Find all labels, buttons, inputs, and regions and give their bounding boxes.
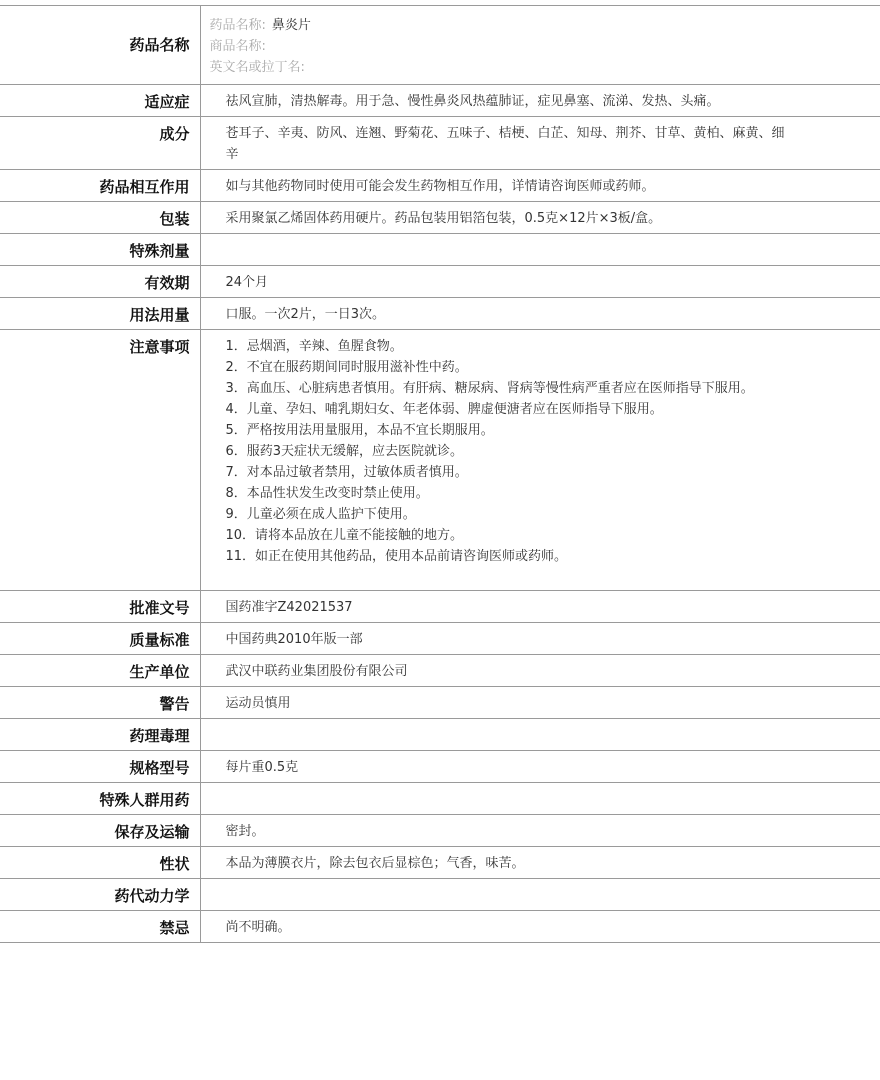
label-indication: 适应症 — [0, 85, 200, 117]
row-warning — [0, 687, 880, 719]
drug-name-cell — [200, 6, 880, 85]
value-pharmacokinetics — [200, 879, 880, 911]
row-package — [0, 202, 880, 234]
row-spec — [0, 751, 880, 783]
label-interaction: 药品相互作用 — [0, 170, 200, 202]
value-validity: 24个月 — [200, 266, 880, 298]
label-approval: 批准文号 — [0, 591, 200, 623]
label-ingredients: 成分 — [0, 117, 200, 170]
row-special-groups — [0, 783, 880, 815]
row-contraindication — [0, 911, 880, 943]
value-usage: 口服。一次2片，一日3次。 — [200, 298, 880, 330]
row-special-dose — [0, 234, 880, 266]
row-approval — [0, 591, 880, 623]
label-usage: 用法用量 — [0, 298, 200, 330]
value-spec: 每片重0.5克 — [200, 751, 880, 783]
label-spec: 规格型号 — [0, 751, 200, 783]
value-package: 采用聚氯乙烯固体药用硬片。药品包装用铝箔包装，0.5克×12片×3板/盒。 — [200, 202, 880, 234]
note-item: 9．儿童必须在成人监护下使用。 — [225, 507, 416, 522]
note-item: 8．本品性状发生改变时禁止使用。 — [225, 486, 429, 501]
value-warning: 运动员慎用 — [200, 687, 880, 719]
row-manufacturer — [0, 655, 880, 687]
label-special-groups: 特殊人群用药 — [0, 783, 200, 815]
note-item: 6．服药3天症状无缓解，应去医院就诊。 — [225, 444, 464, 459]
note-item: 11．如正在使用其他药品，使用本品前请咨询医师或药师。 — [225, 549, 568, 564]
row-standard — [0, 623, 880, 655]
label-toxicology: 药理毒理 — [0, 719, 200, 751]
row-ingredients — [0, 117, 880, 170]
value-storage: 密封。 — [200, 815, 880, 847]
drug-name-line — [210, 15, 861, 36]
note-item: 7．对本品过敏者禁用，过敏体质者慎用。 — [225, 465, 468, 480]
row-validity — [0, 266, 880, 298]
row-notes — [0, 330, 880, 591]
row-drug-name — [0, 6, 880, 85]
latin-name-line — [210, 57, 861, 78]
value-indication: 祛风宣肺，清热解毒。用于急、慢性鼻炎风热蕴肺证，症见鼻塞、流涕、发热、头痛。 — [200, 85, 880, 117]
label-package: 包装 — [0, 202, 200, 234]
drug-spec-table — [0, 5, 880, 943]
label-contraindication: 禁忌 — [0, 911, 200, 943]
row-toxicology — [0, 719, 880, 751]
label-notes: 注意事项 — [0, 330, 200, 591]
trade-name-key: 商品名称: — [209, 39, 266, 54]
label-drug-name: 药品名称 — [0, 6, 200, 85]
row-usage — [0, 298, 880, 330]
note-item: 10．请将本品放在儿童不能接触的地方。 — [225, 528, 464, 543]
label-standard: 质量标准 — [0, 623, 200, 655]
row-indication — [0, 85, 880, 117]
row-pharmacokinetics — [0, 879, 880, 911]
value-contraindication: 尚不明确。 — [200, 911, 880, 943]
row-character — [0, 847, 880, 879]
label-validity: 有效期 — [0, 266, 200, 298]
row-interaction — [0, 170, 880, 202]
trade-name-line — [210, 36, 861, 57]
note-item: 5．严格按用法用量服用，本品不宜长期服用。 — [225, 423, 494, 438]
note-item: 2．不宜在服药期间同时服用滋补性中药。 — [225, 360, 468, 375]
value-ingredients: 苍耳子、辛夷、防风、连翘、野菊花、五味子、桔梗、白芷、知母、荆芥、甘草、黄柏、麻黄、细辛 — [200, 117, 880, 170]
value-notes — [200, 330, 880, 591]
label-manufacturer: 生产单位 — [0, 655, 200, 687]
value-manufacturer: 武汉中联药业集团股份有限公司 — [200, 655, 880, 687]
note-item: 3．高血压、心脏病患者慎用。有肝病、糖尿病、肾病等慢性病严重者应在医师指导下服用。 — [225, 381, 754, 396]
value-special-groups — [200, 783, 880, 815]
value-standard: 中国药典2010年版一部 — [200, 623, 880, 655]
latin-name-key: 英文名或拉丁名: — [209, 60, 305, 75]
label-special-dose: 特殊剂量 — [0, 234, 200, 266]
drug-spec-sheet — [0, 5, 880, 943]
value-interaction: 如与其他药物同时使用可能会发生药物相互作用，详情请咨询医师或药师。 — [200, 170, 880, 202]
value-approval: 国药准字Z42021537 — [200, 591, 880, 623]
value-special-dose — [200, 234, 880, 266]
note-item: 1．忌烟酒，辛辣、鱼腥食物。 — [225, 339, 403, 354]
value-character: 本品为薄膜衣片，除去包衣后显棕色；气香，味苦。 — [200, 847, 880, 879]
label-pharmacokinetics: 药代动力学 — [0, 879, 200, 911]
drug-name-value: 鼻炎片 — [271, 18, 311, 33]
value-toxicology — [200, 719, 880, 751]
label-character: 性状 — [0, 847, 200, 879]
label-storage: 保存及运输 — [0, 815, 200, 847]
drug-name-key: 药品名称: — [209, 18, 266, 33]
label-warning: 警告 — [0, 687, 200, 719]
note-item: 4．儿童、孕妇、哺乳期妇女、年老体弱、脾虚便溏者应在医师指导下服用。 — [225, 402, 663, 417]
row-storage — [0, 815, 880, 847]
